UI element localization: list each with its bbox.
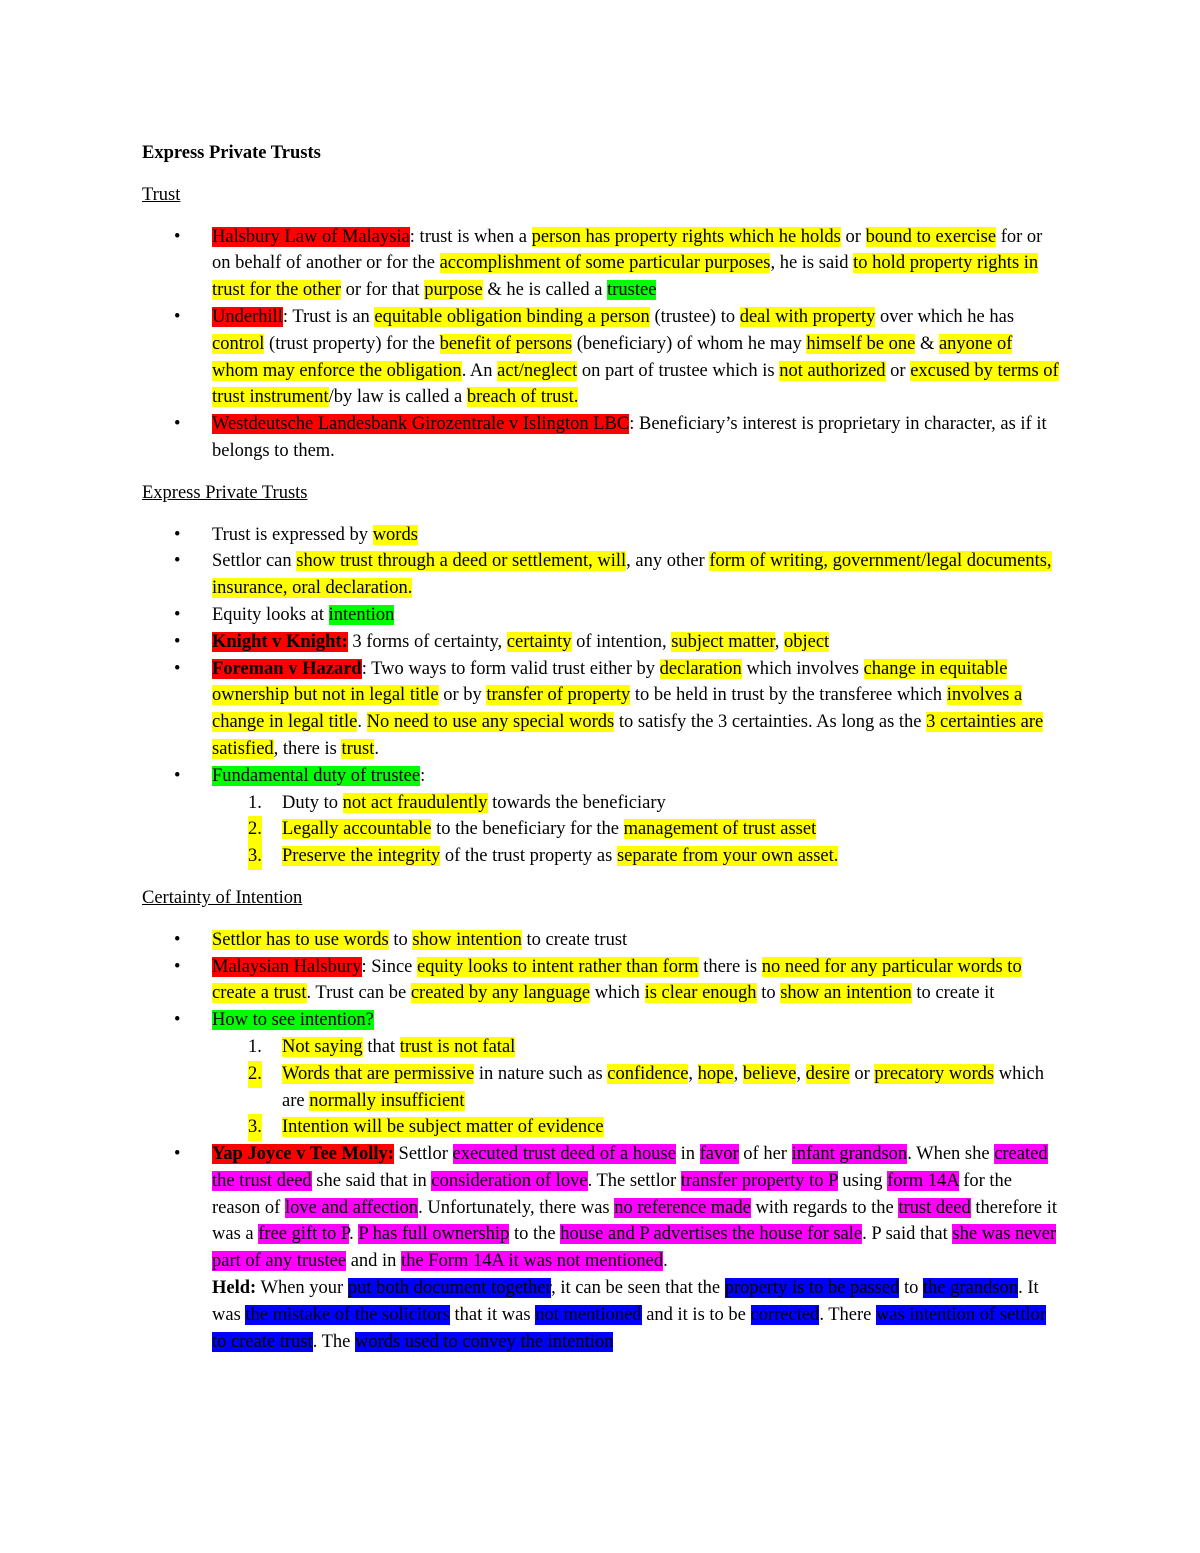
highlighted-text: bound to exercise: [865, 226, 997, 247]
text-run: ,: [796, 1063, 806, 1084]
highlighted-text: subject matter: [671, 631, 775, 652]
highlighted-text: not mentioned: [535, 1304, 642, 1325]
highlighted-text: love and affection: [284, 1197, 419, 1218]
highlighted-text: not authorized: [779, 360, 886, 381]
bullet-item: [142, 224, 1062, 304]
highlighted-text: Fundamental duty of trustee: [212, 765, 421, 786]
text-run: there is: [698, 956, 762, 977]
highlighted-text: certainty: [506, 631, 572, 652]
highlighted-text: trust deed: [898, 1197, 971, 1218]
text-run: for the reason of: [212, 1170, 1013, 1218]
text-run: : Two ways to form valid trust either by: [361, 658, 660, 679]
highlighted-text: trustee: [607, 280, 657, 301]
text-run: to be held in trust by the transferee which: [630, 685, 947, 706]
highlighted-text: free gift to P: [258, 1224, 350, 1245]
text-run: . Unfortunately, there was: [418, 1197, 615, 1218]
highlighted-text: created by any language: [410, 983, 591, 1004]
numbered-item: [212, 790, 1062, 817]
numbered-item: [212, 1114, 1062, 1141]
text-run: . It was: [212, 1278, 1039, 1325]
highlighted-text: Underhill: [212, 306, 283, 327]
text-run: that it was: [449, 1304, 536, 1325]
highlighted-text: involves a change in legal title: [212, 685, 1023, 733]
highlighted-text: desire: [805, 1063, 850, 1084]
highlighted-text: change in equitable ownership but not in legal title: [212, 658, 1008, 706]
text-run: .: [374, 738, 379, 759]
bullet-item: [142, 954, 1062, 1008]
highlighted-text: no need for any particular words to create a trust: [212, 956, 1022, 1004]
highlighted-text: is clear enough: [644, 983, 757, 1004]
text-run: When your: [256, 1278, 348, 1299]
text-run: : trust is when a: [409, 226, 532, 247]
bullet-item: [142, 1141, 1062, 1355]
numbered-list: [212, 790, 1062, 870]
highlighted-text: intention: [328, 604, 395, 625]
text-run: :: [420, 765, 426, 786]
item-number: 1.: [248, 792, 262, 813]
highlighted-text: Halsbury Law of Malaysia: [212, 226, 410, 247]
text-run: in: [675, 1144, 700, 1165]
highlighted-text: transfer of property: [486, 685, 631, 706]
sections: [142, 182, 1062, 1356]
highlighted-text: declaration: [659, 658, 742, 679]
text-run: over which he has: [875, 306, 1015, 327]
text-run: , he is said: [770, 253, 854, 274]
highlighted-text: 3 certainties are satisfied: [212, 712, 1044, 759]
text-run: . P said that: [862, 1224, 953, 1245]
bullet-item: [142, 656, 1062, 763]
highlighted-text: transfer property to P: [680, 1170, 838, 1191]
text-run: Equity looks at: [212, 604, 329, 625]
highlighted-text: no reference made: [614, 1197, 751, 1218]
text-run: . There: [819, 1304, 876, 1325]
highlighted-text: act/neglect: [497, 360, 578, 381]
highlighted-text: created the trust deed: [212, 1144, 1048, 1191]
text-run: to satisfy the 3 certainties. As long as the: [614, 712, 927, 733]
bullet-text: [212, 954, 1062, 1008]
highlighted-text: object: [784, 631, 830, 652]
bullet-item: [142, 304, 1062, 411]
bullet-item: [142, 629, 1062, 656]
bullet-list: [142, 224, 1062, 465]
highlighted-text: excused by terms of trust instrument: [212, 360, 1059, 408]
highlighted-text: breach of trust.: [466, 387, 579, 408]
highlighted-text: the Form 14A it was not mentioned: [401, 1251, 664, 1272]
highlighted-text: words used to convey the intention: [355, 1331, 614, 1352]
text-run: & he is called a: [482, 280, 608, 301]
highlighted-text: trust is not fatal: [399, 1036, 516, 1057]
highlighted-text: hope: [697, 1063, 734, 1084]
text-run: which: [590, 983, 645, 1004]
highlighted-text: Preserve the integrity: [282, 846, 441, 867]
text-run: to: [899, 1278, 924, 1299]
document-body: [142, 140, 1062, 1370]
highlighted-text: purpose: [424, 280, 483, 301]
text-run: of the trust property as: [440, 846, 617, 867]
text-run: ,: [774, 631, 784, 652]
bullet-list: [142, 522, 1062, 870]
highlighted-text: equitable obligation binding a person: [374, 306, 650, 327]
text-run: . An: [461, 360, 498, 381]
highlighted-text: property is to be passed: [724, 1278, 900, 1299]
text-run: .: [663, 1251, 668, 1272]
numbered-item: [212, 1034, 1062, 1061]
text-run: .: [349, 1224, 359, 1245]
highlighted-text: equity looks to intent rather than form: [417, 956, 699, 977]
highlighted-text: deal with property: [739, 306, 876, 327]
text-run: Trust is expressed by: [212, 524, 373, 545]
text-run: or by: [438, 685, 487, 706]
highlighted-text: benefit of persons: [439, 333, 573, 354]
highlighted-text: P has full ownership: [358, 1224, 510, 1245]
numbered-item: [212, 1061, 1062, 1115]
bullet-text: [212, 629, 1062, 656]
bullet-text: [212, 548, 1062, 602]
highlighted-text: believe: [742, 1063, 797, 1084]
bullet-text: [212, 522, 1062, 549]
highlighted-text: Words that are permissive: [282, 1063, 475, 1084]
text-run: to: [388, 929, 413, 950]
bullet-item: [142, 763, 1062, 870]
text-run: or: [885, 360, 911, 381]
section-heading: Express Private Trusts: [142, 482, 308, 503]
item-number: 2.: [248, 816, 262, 843]
bullet-item: [142, 927, 1062, 954]
highlighted-text: control: [212, 333, 265, 354]
text-run: in nature such as: [474, 1063, 608, 1084]
highlighted-text: normally insufficient: [309, 1090, 465, 1111]
section-heading: Trust: [142, 184, 181, 205]
highlighted-text: house and P advertises the house for sale: [560, 1224, 863, 1245]
highlighted-text: favor: [699, 1144, 739, 1165]
text-run: : Trust is an: [282, 306, 375, 327]
text-run: . The: [312, 1331, 355, 1352]
highlighted-text: not act fraudulently: [342, 792, 488, 813]
highlighted-text: Yap Joyce v Tee Molly:: [212, 1144, 394, 1165]
text-run: : Since: [361, 956, 418, 977]
bullet-text: [212, 656, 1062, 763]
highlighted-text: infant grandson: [791, 1144, 908, 1165]
text-run: using: [837, 1170, 888, 1191]
held-paragraph: [212, 1275, 1062, 1355]
highlighted-text: Westdeutsche Landesbank Girozentrale v Islington LBC: [212, 414, 630, 435]
text-run: to create trust: [521, 929, 628, 950]
text-run: to the: [509, 1224, 561, 1245]
text-run: to: [756, 983, 781, 1004]
text-run: ,: [733, 1063, 743, 1084]
text-run: or for that: [340, 280, 425, 301]
highlighted-text: words: [372, 524, 418, 545]
highlighted-text: put both document together: [347, 1278, 552, 1299]
highlighted-text: Not saying: [282, 1036, 363, 1057]
highlighted-text: form of writing, government/legal documents, insurance, oral declaration.: [212, 551, 1052, 599]
bullet-text: [212, 763, 1062, 790]
text-run: of intention,: [571, 631, 672, 652]
text-run: which are: [282, 1063, 1044, 1111]
text-run: . The settlor: [587, 1170, 681, 1191]
text-run: therefore it was a: [212, 1197, 1058, 1245]
bullet-text: [212, 927, 1062, 954]
text-run: Held:: [212, 1278, 257, 1299]
highlighted-text: to hold property rights in trust for the other: [212, 253, 1039, 301]
highlighted-text: the grandson: [923, 1278, 1019, 1299]
text-run: Settlor can: [212, 551, 297, 572]
text-run: which involves: [741, 658, 864, 679]
highlighted-text: accomplishment of some particular purposes: [439, 253, 771, 274]
bullet-text: [212, 411, 1062, 465]
bullet-text: [212, 304, 1062, 411]
item-number: 2.: [248, 1061, 262, 1088]
text-run: (trust property) for the: [264, 333, 440, 354]
text-run: , there is: [273, 738, 342, 759]
text-run: . Trust can be: [306, 983, 411, 1004]
numbered-list: [212, 1034, 1062, 1141]
text-run: or: [840, 226, 866, 247]
section-heading: Certainty of Intention: [142, 887, 303, 908]
numbered-item: [212, 843, 1062, 870]
highlighted-text: anyone of whom may enforce the obligation: [212, 333, 1013, 381]
highlighted-text: Settlor has to use words: [212, 929, 389, 950]
document-title: Express Private Trusts: [142, 143, 321, 163]
bullet-text: [212, 1007, 1062, 1034]
highlighted-text: management of trust asset: [623, 819, 817, 840]
bullet-item: [142, 411, 1062, 465]
highlighted-text: form 14A: [887, 1170, 959, 1191]
item-number: 3.: [248, 843, 262, 870]
text-run: to create it: [911, 983, 995, 1004]
bullet-text: [212, 224, 1062, 304]
highlighted-text: corrected: [750, 1304, 820, 1325]
text-run: and it is to be: [641, 1304, 751, 1325]
bullet-text: [212, 602, 1062, 629]
text-run: &: [915, 333, 939, 354]
highlighted-text: Knight v Knight:: [212, 631, 348, 652]
highlighted-text: she was never part of any trustee: [212, 1224, 1057, 1272]
highlighted-text: How to see intention?: [212, 1010, 374, 1031]
text-run: /by law is called a: [328, 387, 467, 408]
bullet-text: [212, 1141, 1062, 1275]
bullet-item: [142, 548, 1062, 602]
item-number: 1.: [248, 1036, 262, 1057]
text-run: that: [362, 1036, 400, 1057]
text-run: Duty to: [282, 792, 343, 813]
text-run: of her: [738, 1144, 792, 1165]
highlighted-text: confidence: [607, 1063, 689, 1084]
text-run: ,: [688, 1063, 698, 1084]
highlighted-text: trust: [341, 738, 375, 759]
highlighted-text: precatory words: [874, 1063, 995, 1084]
text-run: on part of trustee which is: [577, 360, 780, 381]
text-run: for or on behalf of another or for the: [212, 226, 1043, 274]
text-run: she said that in: [311, 1170, 432, 1191]
highlighted-text: Foreman v Hazard: [212, 658, 362, 679]
bullet-list: [142, 927, 1062, 1356]
bullet-item: [142, 602, 1062, 629]
numbered-item: [212, 816, 1062, 843]
text-run: or: [849, 1063, 875, 1084]
text-run: , it can be seen that the: [551, 1278, 725, 1299]
highlighted-text: himself be one: [806, 333, 916, 354]
text-run: : Beneficiary’s interest is proprietary in character, as if it belongs to them.: [212, 414, 1047, 461]
highlighted-text: executed trust deed of a house: [452, 1144, 676, 1165]
text-run: , any other: [626, 551, 710, 572]
highlighted-text: Legally accountable: [282, 819, 432, 840]
text-run: towards the beneficiary: [487, 792, 666, 813]
highlighted-text: consideration of love: [431, 1170, 588, 1191]
highlighted-text: Malaysian Halsbury: [212, 956, 362, 977]
highlighted-text: the mistake of the solicitors: [245, 1304, 450, 1325]
item-number: 3.: [248, 1114, 262, 1141]
highlighted-text: show an intention: [780, 983, 912, 1004]
text-run: to the beneficiary for the: [431, 819, 624, 840]
text-run: (beneficiary) of whom he may: [572, 333, 807, 354]
text-run: (trustee) to: [649, 306, 740, 327]
text-run: .: [357, 712, 367, 733]
highlighted-text: Intention will be subject matter of evidence: [282, 1117, 604, 1138]
highlighted-text: was intention of settlor to create trust: [212, 1304, 1047, 1352]
bullet-item: [142, 522, 1062, 549]
highlighted-text: separate from your own asset.: [616, 846, 839, 867]
text-run: Settlor: [393, 1144, 453, 1165]
text-run: and in: [346, 1251, 402, 1272]
text-run: 3 forms of certainty,: [347, 631, 507, 652]
bullet-item: [142, 1007, 1062, 1141]
highlighted-text: No need to use any special words: [366, 712, 615, 733]
text-run: with regards to the: [750, 1197, 899, 1218]
highlighted-text: show intention: [412, 929, 522, 950]
text-run: . When she: [907, 1144, 995, 1165]
highlighted-text: show trust through a deed or settlement, will: [296, 551, 627, 572]
highlighted-text: person has property rights which he holds: [531, 226, 841, 247]
